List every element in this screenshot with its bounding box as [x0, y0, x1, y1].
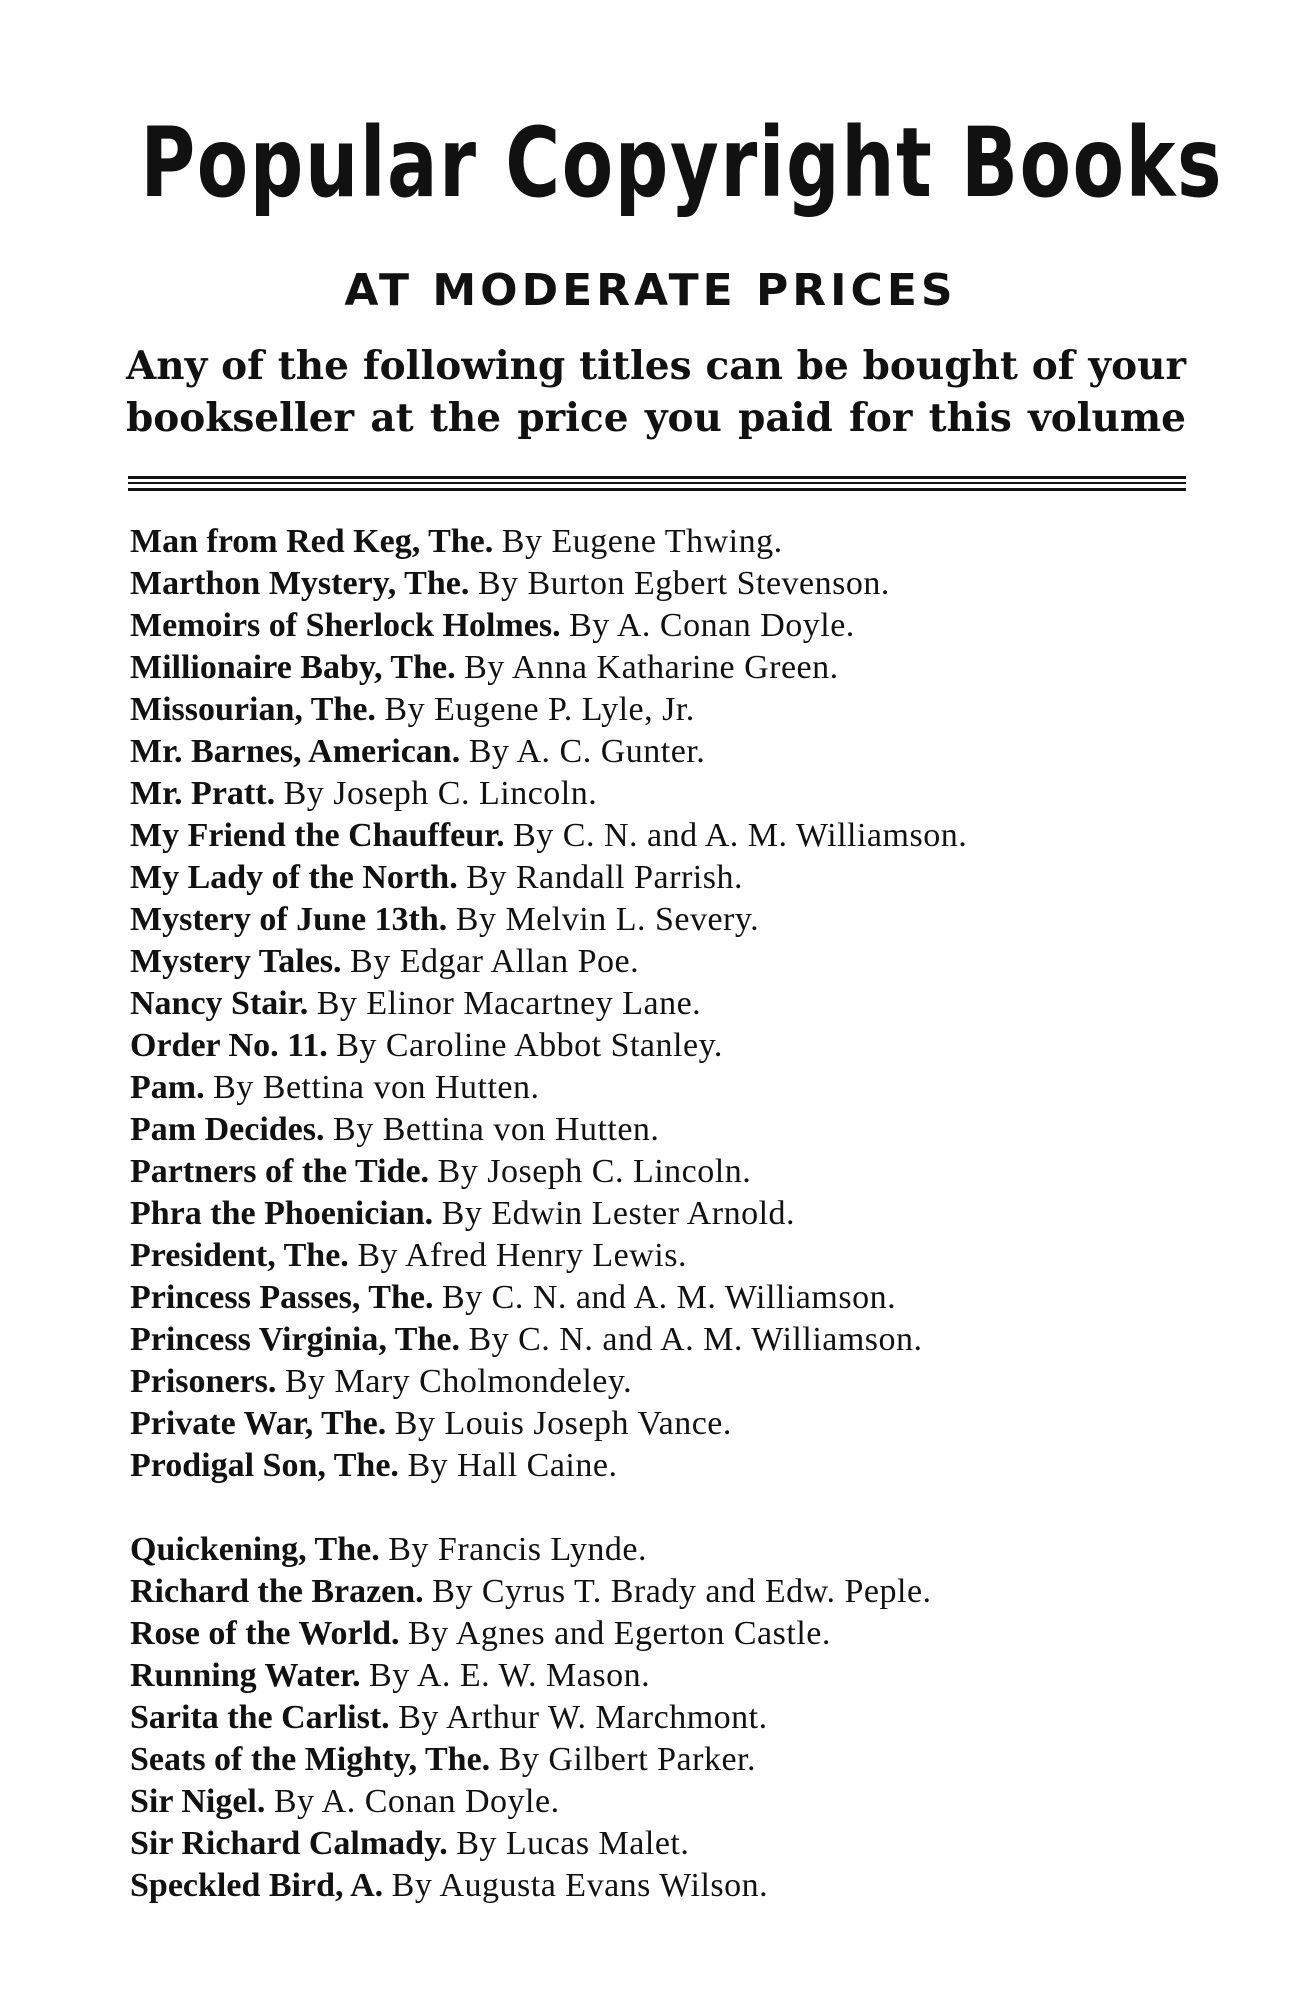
book-author: By Burton Egbert Stevenson.	[477, 565, 890, 602]
book-entry	[130, 1781, 1210, 1823]
page-subtitle: AT MODERATE PRICES	[344, 265, 957, 316]
book-title: Missourian, The.	[130, 691, 376, 728]
book-entry	[130, 1151, 1210, 1193]
book-author: By A. C. Gunter.	[468, 733, 706, 770]
divider-rule-top	[128, 476, 1186, 479]
book-author: By Lucas Malet.	[456, 1825, 690, 1862]
book-entry	[130, 647, 1210, 689]
book-title: Memoirs of Sherlock Holmes.	[130, 607, 561, 644]
book-title: My Lady of the North.	[130, 859, 458, 896]
book-title: Marthon Mystery, The.	[130, 565, 470, 602]
book-entry	[130, 941, 1210, 983]
book-entry	[130, 1025, 1210, 1067]
book-title: Sarita the Carlist.	[130, 1699, 390, 1736]
divider-rule-bottom	[128, 488, 1186, 491]
book-entry	[130, 689, 1210, 731]
book-title: President, The.	[130, 1237, 349, 1274]
book-author: By Gilbert Parker.	[498, 1741, 756, 1778]
book-author: By Afred Henry Lewis.	[357, 1237, 687, 1274]
book-author: By Randall Parrish.	[466, 859, 743, 896]
book-entry	[130, 773, 1210, 815]
book-entry	[130, 1865, 1210, 1907]
book-title: Princess Passes, The.	[130, 1279, 434, 1316]
book-entry	[130, 521, 1210, 563]
book-title: Mr. Barnes, American.	[130, 733, 461, 770]
book-entry	[130, 1193, 1210, 1235]
book-author: By Agnes and Egerton Castle.	[407, 1615, 831, 1652]
intro-line-2: bookseller at the price you paid for this volume	[126, 395, 1186, 441]
book-entry	[130, 857, 1210, 899]
book-entry	[130, 899, 1210, 941]
book-title: Mystery Tales.	[130, 943, 342, 980]
book-entry	[130, 1571, 1210, 1613]
book-author: By Mary Cholmondeley.	[284, 1363, 633, 1400]
book-entry	[130, 1697, 1210, 1739]
book-author: By Melvin L. Severy.	[455, 901, 760, 938]
book-author: By Caroline Abbot Stanley.	[336, 1027, 723, 1064]
book-author: By Edwin Lester Arnold.	[441, 1195, 796, 1232]
book-entry	[130, 1319, 1210, 1361]
book-title: Quickening, The.	[130, 1531, 380, 1568]
book-author: By Edgar Allan Poe.	[350, 943, 640, 980]
book-entry	[130, 1823, 1210, 1865]
book-title: Private War, The.	[130, 1405, 387, 1442]
book-entry	[130, 815, 1210, 857]
book-author: By Eugene P. Lyle, Jr.	[384, 691, 695, 728]
book-entry	[130, 1613, 1210, 1655]
book-author: By Augusta Evans Wilson.	[391, 1867, 769, 1904]
book-title: Running Water.	[130, 1657, 361, 1694]
book-title: Speckled Bird, A.	[130, 1867, 384, 1904]
book-author: By Joseph C. Lincoln.	[283, 775, 598, 812]
intro-text	[126, 340, 1186, 444]
book-author: By C. N. and A. M. Williamson.	[441, 1279, 897, 1316]
book-author: By Arthur W. Marchmont.	[398, 1699, 768, 1736]
book-title: Sir Nigel.	[130, 1783, 266, 1820]
book-author: By Eugene Thwing.	[501, 523, 783, 560]
book-title: Pam.	[130, 1069, 205, 1106]
book-entry	[130, 1403, 1210, 1445]
book-entry	[130, 1529, 1210, 1571]
intro-line-1: Any of the following titles can be bought of your	[126, 343, 1186, 389]
book-title: Sir Richard Calmady.	[130, 1825, 448, 1862]
book-title: Mystery of June 13th.	[130, 901, 448, 938]
book-entry	[130, 1235, 1210, 1277]
book-entry	[130, 1361, 1210, 1403]
book-title: Princess Virginia, The.	[130, 1321, 460, 1358]
book-author: By Bettina von Hutten.	[333, 1111, 660, 1148]
book-title: Nancy Stair.	[130, 985, 309, 1022]
book-title: Partners of the Tide.	[130, 1153, 430, 1190]
book-entry	[130, 1067, 1210, 1109]
divider-rule-middle	[128, 482, 1186, 484]
book-title: Prisoners.	[130, 1363, 277, 1400]
book-entry	[130, 1445, 1210, 1487]
book-author: By A. Conan Doyle.	[569, 607, 855, 644]
book-title: Mr. Pratt.	[130, 775, 276, 812]
book-title: Seats of the Mighty, The.	[130, 1741, 491, 1778]
page-title: Popular Copyright Books	[140, 107, 1224, 219]
book-title: Prodigal Son, The.	[130, 1447, 399, 1484]
book-title: Order No. 11.	[130, 1027, 328, 1064]
book-title: Man from Red Keg, The.	[130, 523, 494, 560]
book-author: By Louis Joseph Vance.	[394, 1405, 732, 1442]
book-author: By Bettina von Hutten.	[213, 1069, 540, 1106]
book-list	[130, 521, 1210, 1907]
book-author: By Anna Katharine Green.	[464, 649, 839, 686]
book-entry	[130, 1109, 1210, 1151]
book-author: By Francis Lynde.	[388, 1531, 647, 1568]
book-title: Rose of the World.	[130, 1615, 400, 1652]
book-title: Millionaire Baby, The.	[130, 649, 456, 686]
book-entry	[130, 983, 1210, 1025]
book-title: My Friend the Chauffeur.	[130, 817, 505, 854]
book-entry	[130, 731, 1210, 773]
book-entry	[130, 605, 1210, 647]
book-entry	[130, 1277, 1210, 1319]
book-title: Pam Decides.	[130, 1111, 325, 1148]
book-author: By A. E. W. Mason.	[369, 1657, 651, 1694]
book-entry	[130, 1655, 1210, 1697]
book-author: By C. N. and A. M. Williamson.	[513, 817, 968, 854]
book-author: By Joseph C. Lincoln.	[437, 1153, 752, 1190]
book-author: By A. Conan Doyle.	[273, 1783, 560, 1820]
book-author: By Cyrus T. Brady and Edw. Peple.	[432, 1573, 932, 1610]
book-author: By C. N. and A. M. Williamson.	[468, 1321, 923, 1358]
book-entry	[130, 563, 1210, 605]
book-author: By Elinor Macartney Lane.	[316, 985, 702, 1022]
book-title: Richard the Brazen.	[130, 1573, 424, 1610]
book-title: Phra the Phoenician.	[130, 1195, 434, 1232]
book-entry	[130, 1739, 1210, 1781]
book-author: By Hall Caine.	[407, 1447, 618, 1484]
